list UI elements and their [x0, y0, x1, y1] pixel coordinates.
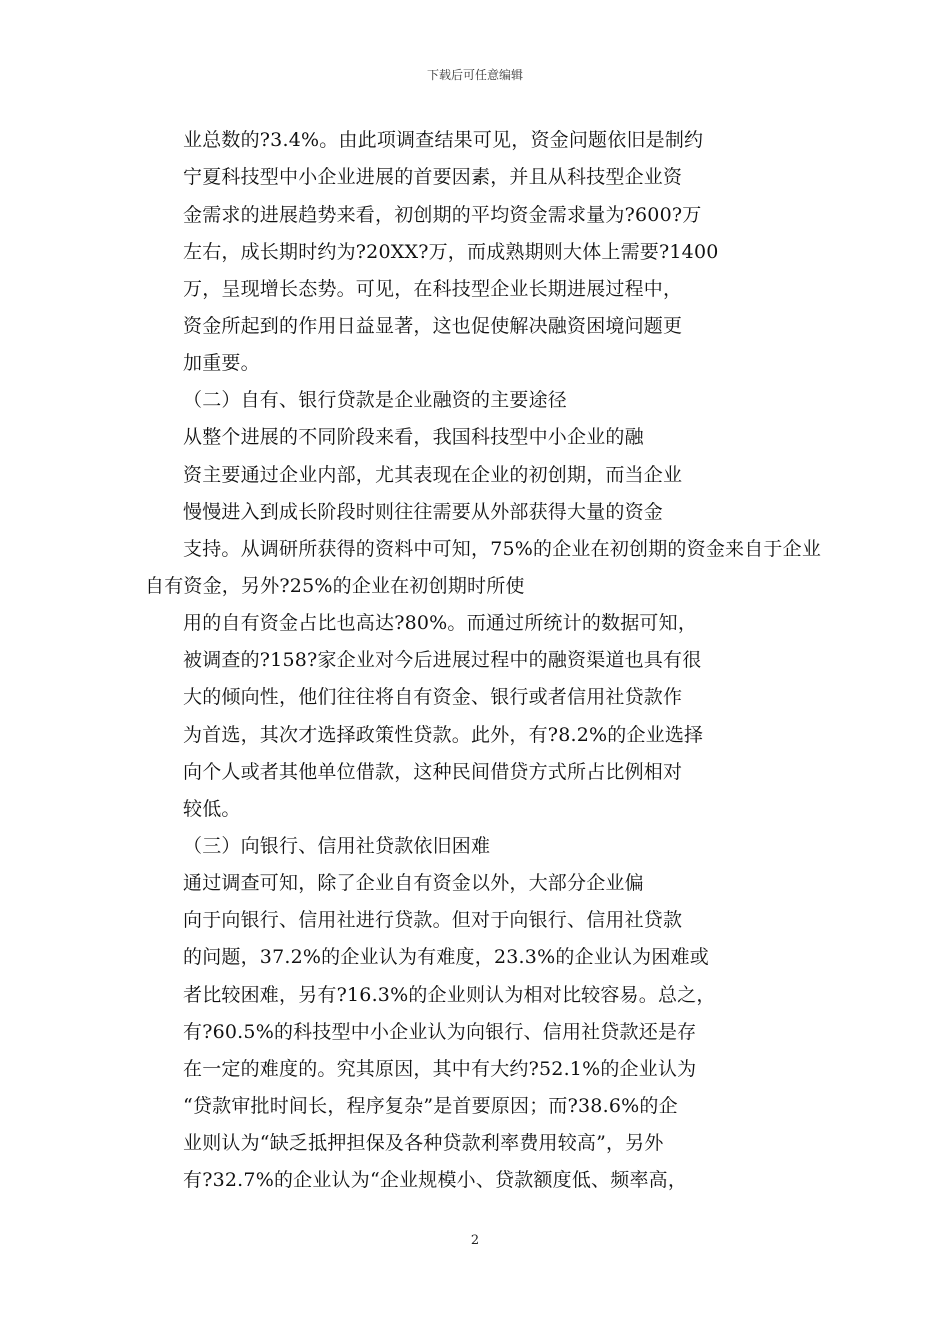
body-line: 业总数的?3.4%。由此项调查结果可见，资金问题依旧是制约	[183, 129, 704, 151]
page-header: 下载后可任意编辑	[426, 68, 523, 82]
body-line: 慢慢进入到成长阶段时则往往需要从外部获得大量的资金	[183, 501, 664, 523]
section-heading: （二）自有、银行贷款是企业融资的主要途径	[183, 389, 568, 411]
section-heading: （三）向银行、信用社贷款依旧困难	[183, 835, 491, 857]
body-line: 向个人或者其他单位借款，这种民间借贷方式所占比例相对	[183, 761, 683, 783]
body-line: 宁夏科技型中小企业进展的首要因素，并且从科技型企业资	[183, 166, 683, 188]
body-line: 的问题，37.2%的企业认为有难度，23.3%的企业认为困难或	[183, 946, 709, 968]
body-line: 被调查的?158?家企业对今后进展过程中的融资渠道也具有很	[183, 649, 702, 671]
body-line: 资金所起到的作用日益显著，这也促使解决融资困境问题更	[183, 315, 683, 337]
body-line: 在一定的难度的。究其原因，其中有大约?52.1%的企业认为	[183, 1058, 697, 1080]
body-line: 万，呈现增长态势。可见，在科技型企业长期进展过程中，	[183, 278, 683, 300]
body-line: 资主要通过企业内部，尤其表现在企业的初创期，而当企业	[183, 464, 683, 486]
body-line: 用的自有资金占比也高达?80%。而通过所统计的数据可知，	[183, 612, 698, 634]
body-line: 大的倾向性，他们往往将自有资金、银行或者信用社贷款作	[183, 686, 683, 708]
body-line: 者比较困难，另有?16.3%的企业则认为相对比较容易。总之，	[183, 984, 716, 1006]
body-line: 加重要。	[183, 352, 260, 374]
body-line: “贷款审批时间长，程序复杂”是首要原因；而?38.6%的企	[183, 1095, 678, 1117]
body-line: 从整个进展的不同阶段来看，我国科技型中小企业的融	[183, 426, 644, 448]
body-line: 较低。	[183, 798, 241, 820]
body-line: 向于向银行、信用社进行贷款。但对于向银行、信用社贷款	[183, 909, 683, 931]
body-line: 支持。从调研所获得的资料中可知，75%的企业在初创期的资金来自于企业	[183, 538, 822, 560]
body-line: 通过调查可知，除了企业自有资金以外，大部分企业偏	[183, 872, 644, 894]
page-number: 2	[470, 1233, 480, 1248]
body-line: 自有资金，另外?25%的企业在初创期时所使	[145, 575, 525, 597]
body-line: 金需求的进展趋势来看，初创期的平均资金需求量为?600?万	[183, 204, 702, 226]
body-line: 为首选，其次才选择政策性贷款。此外，有?8.2%的企业选择	[183, 724, 704, 746]
body-line: 有?60.5%的科技型中小企业认为向银行、信用社贷款还是存	[183, 1021, 697, 1043]
body-line: 业则认为“缺乏抵押担保及各种贷款利率费用较高”，另外	[183, 1132, 664, 1154]
body-line: 左右，成长期时约为?20XX?万，而成熟期则大体上需要?1400	[183, 241, 719, 263]
body-line: 有?32.7%的企业认为“企业规模小、贷款额度低、频率高，	[183, 1169, 688, 1191]
